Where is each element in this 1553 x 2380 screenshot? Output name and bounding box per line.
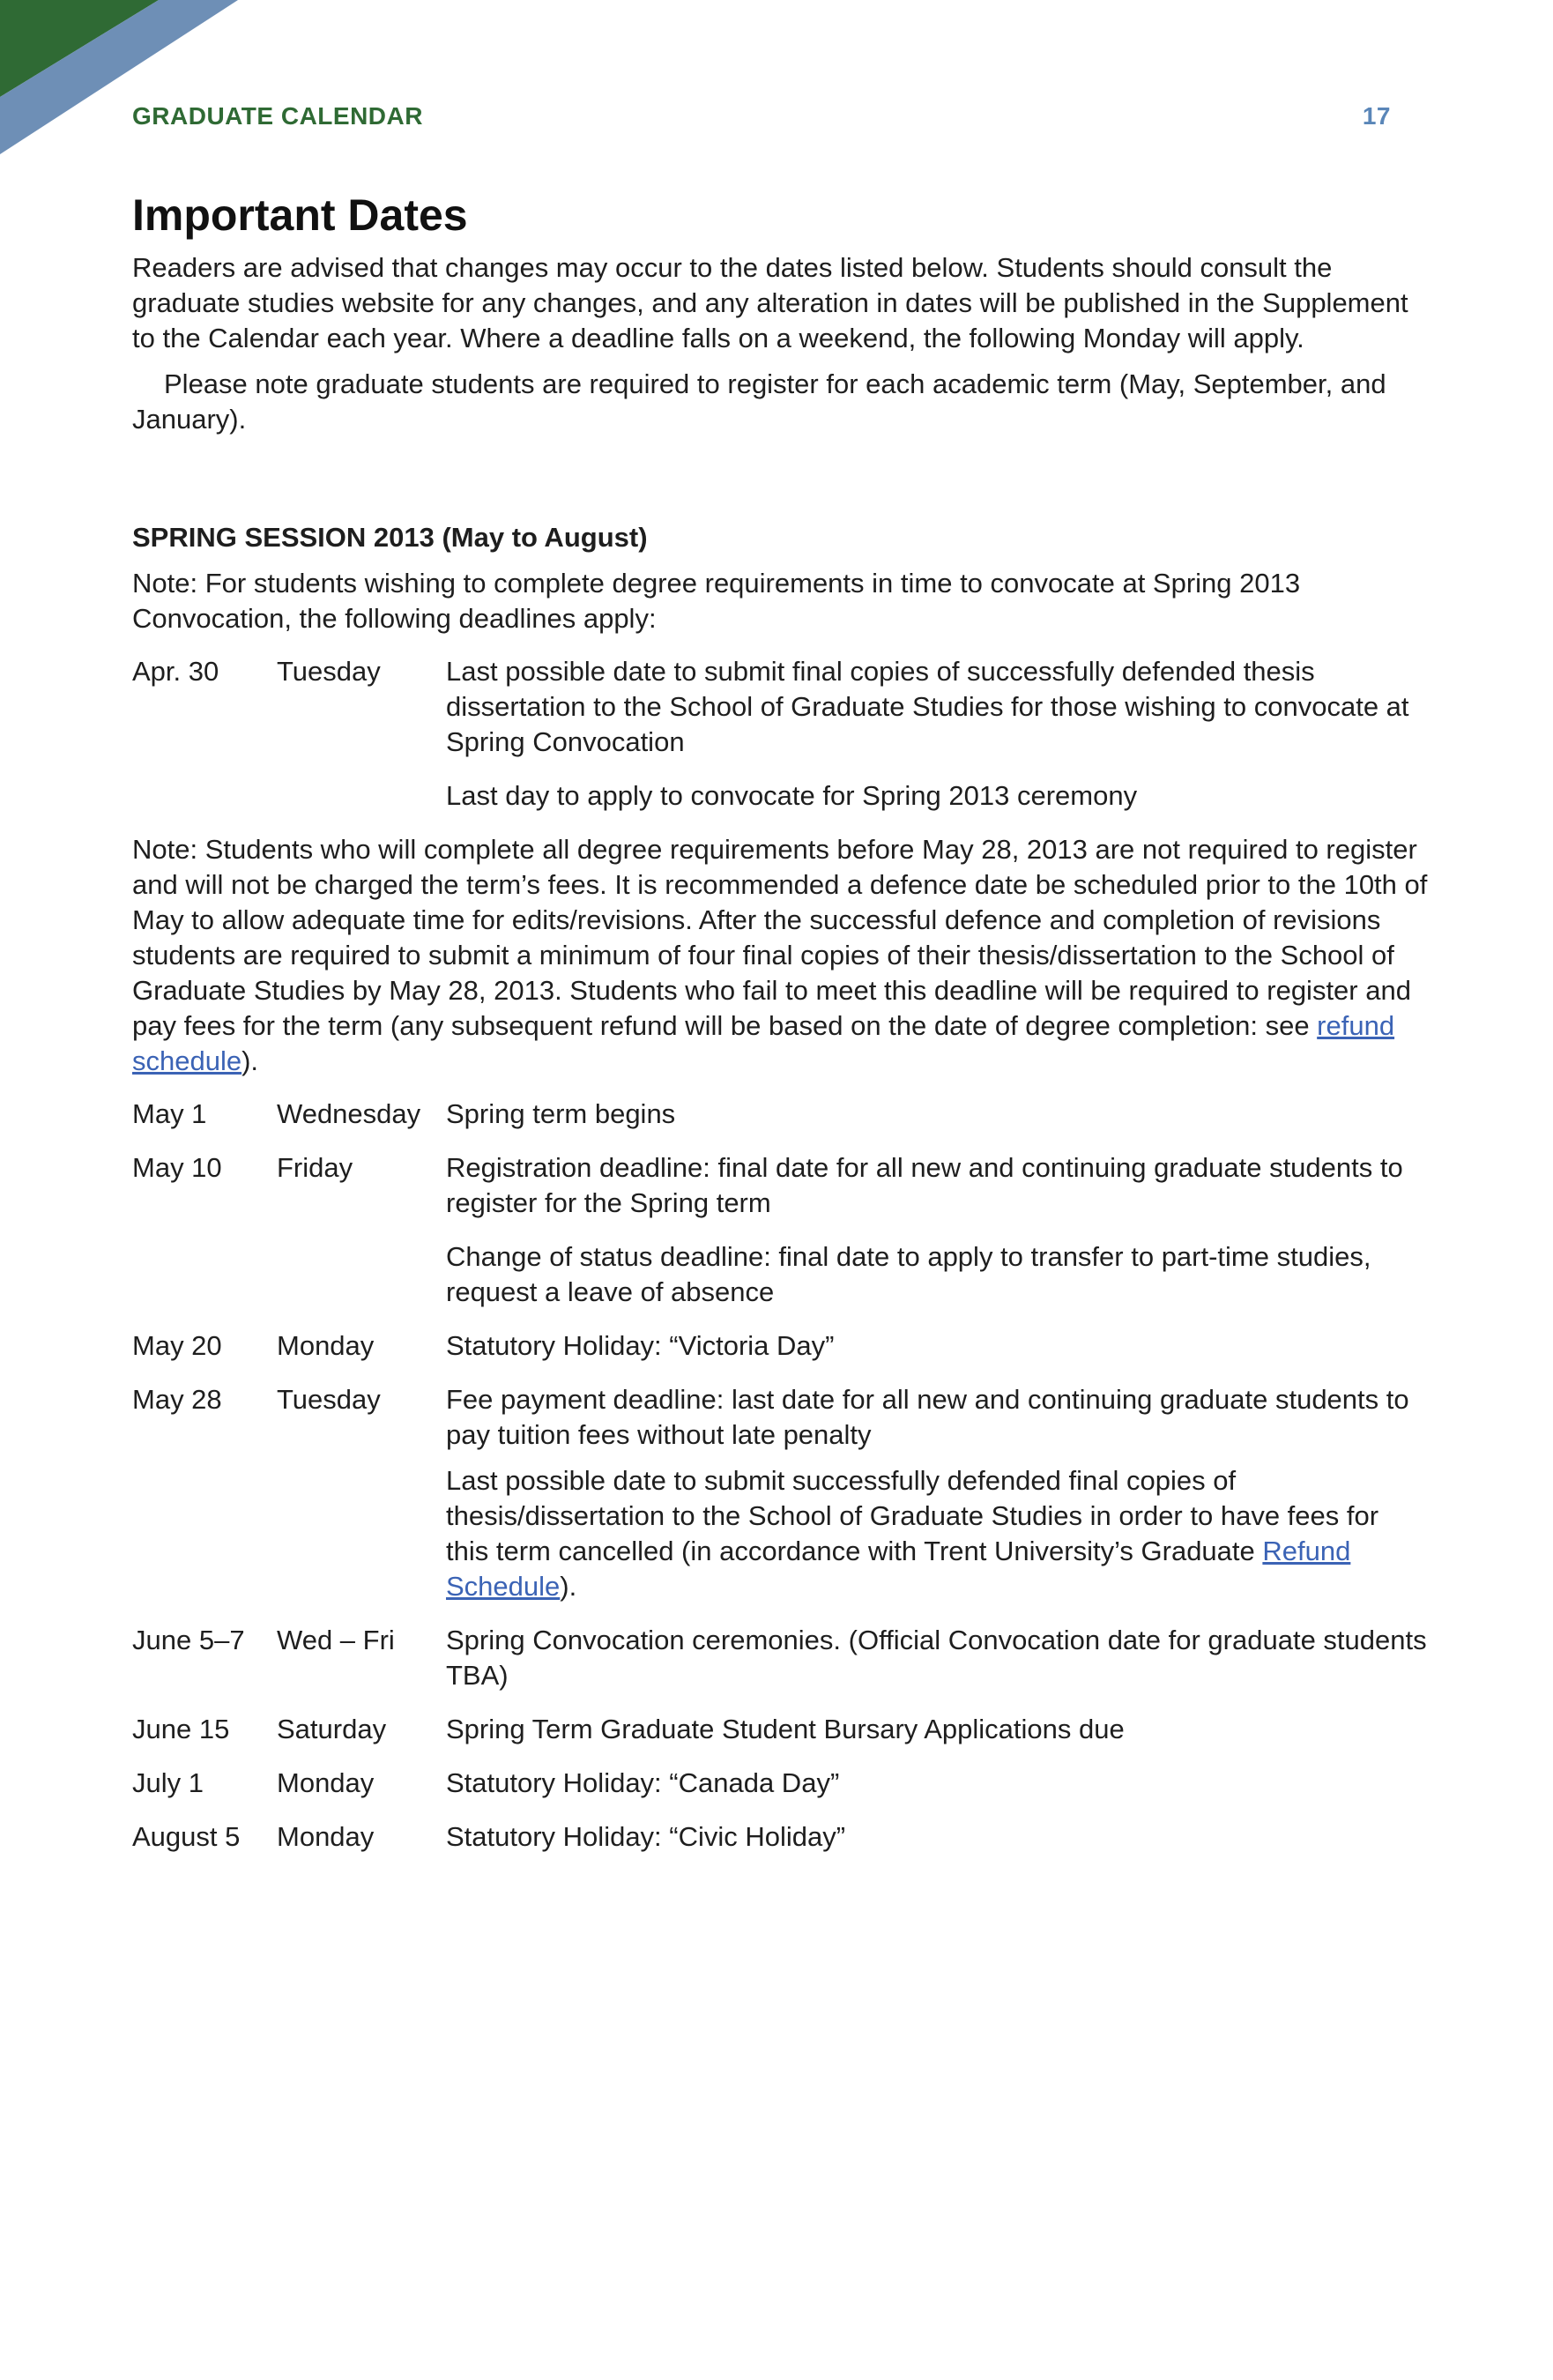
description-item: Fee payment deadline: last date for all new and continuing graduate students to pay tuition fees without late penalty: [446, 1384, 1409, 1450]
day-cell: Tuesday: [277, 656, 381, 687]
date-row: [132, 1097, 1428, 1150]
date-row: [132, 1382, 1428, 1623]
session-heading: SPRING SESSION 2013 (May to August): [132, 522, 648, 553]
description-item: Registration deadline: final date for all new and continuing graduate students to register for the Spring term: [446, 1152, 1403, 1218]
description-item: Spring Convocation ceremonies. (Official Convocation date for graduate students TBA): [446, 1625, 1427, 1691]
description-item: Spring term begins: [446, 1098, 676, 1129]
day-cell: Saturday: [277, 1714, 387, 1744]
date-cell: June 15: [132, 1714, 230, 1744]
description-cell: [446, 1097, 1428, 1150]
description-item: Statutory Holiday: “Civic Holiday”: [446, 1821, 846, 1852]
description-item: Last possible date to submit final copies of successfully defended thesis dissertation to the School of Graduate Studies for those wishing to convocate at Spring Convocation: [446, 656, 1409, 757]
day-cell: Wed – Fri: [277, 1625, 395, 1655]
description-item: Last day to apply to convocate for Spring 2013 ceremony: [446, 780, 1138, 811]
description-text: Last possible date to submit successfully defended final copies of thesis/dissertation to the School of Graduate Studies in order to have fees for this term cancelled (in accordance with Trent University’s Graduate: [446, 1465, 1379, 1566]
date-row: [132, 1623, 1428, 1712]
day-cell: Wednesday: [277, 1098, 421, 1129]
date-cell: May 1: [132, 1098, 207, 1129]
description-item: [446, 1463, 1428, 1604]
date-row: [132, 1328, 1428, 1382]
date-cell: August 5: [132, 1821, 241, 1852]
page-title: Important Dates: [132, 190, 468, 240]
main-content: [132, 187, 1428, 1873]
date-row: [132, 1766, 1428, 1819]
refund-schedule-link-2[interactable]: Refund Schedule: [446, 1536, 1351, 1602]
session-note-1: Note: For students wishing to complete degree requirements in time to convocate at Spring 2013 Convocation, the following deadlines apply:: [132, 568, 1301, 634]
description-cell: [446, 1819, 1428, 1873]
day-cell: Tuesday: [277, 1384, 381, 1415]
description-cell: [446, 1712, 1428, 1766]
note-text: Note: Students who will complete all degree requirements before May 28, 2013 are not required to register and will not be charged the term’s fees. It is recommended a defence date be scheduled prior to the 10th of May to allow adequate time for edits/revisions. After the successful defence and completion of revisions students are required to submit a minimum of four final copies of their thesis/dissertation to the School of Graduate Studies by May 28, 2013. Students who fail to meet this deadline will be required to register and pay fees for the term (any subsequent refund will be based on the date of degree completion: see: [132, 834, 1428, 1041]
intro-paragraph-2: Please note graduate students are required to register for each academic term (May, September, and January).: [132, 368, 1386, 435]
description-item: Change of status deadline: final date to apply to transfer to part-time studies, request a leave of absence: [446, 1241, 1371, 1307]
corner-decoration: [0, 0, 264, 167]
description-item: Spring Term Graduate Student Bursary Applications due: [446, 1714, 1125, 1744]
first-dates-table: [132, 654, 1428, 832]
description-cell: [446, 654, 1428, 832]
page-number: 17: [1362, 102, 1391, 130]
refund-schedule-link[interactable]: refund schedule: [132, 1010, 1395, 1076]
description-cell: [446, 1150, 1428, 1328]
day-cell: Monday: [277, 1821, 375, 1852]
dates-table: [132, 1097, 1428, 1873]
description-cell: [446, 1623, 1428, 1712]
description-item: Statutory Holiday: “Canada Day”: [446, 1767, 840, 1798]
date-row: [132, 1712, 1428, 1766]
date-cell: July 1: [132, 1767, 204, 1798]
date-row: [132, 654, 1428, 832]
date-row: [132, 1819, 1428, 1873]
day-cell: Friday: [277, 1152, 353, 1183]
running-header: [132, 99, 1391, 134]
intro-paragraph-1: Readers are advised that changes may occur to the dates listed below. Students should consult the graduate studies website for any changes, and any alteration in dates will be published in the Supplement to the Calendar each year. Where a deadline falls on a weekend, the following Monday will apply.: [132, 252, 1408, 353]
description-after: ).: [560, 1571, 577, 1602]
date-cell: May 10: [132, 1152, 222, 1183]
description-item: Statutory Holiday: “Victoria Day”: [446, 1330, 835, 1361]
description-cell: [446, 1328, 1428, 1382]
date-row: [132, 1150, 1428, 1328]
running-title: GRADUATE CALENDAR: [132, 102, 423, 130]
date-cell: May 20: [132, 1330, 222, 1361]
note-after: ).: [241, 1045, 259, 1076]
date-cell: June 5–7: [132, 1625, 245, 1655]
day-cell: Monday: [277, 1767, 375, 1798]
day-cell: Monday: [277, 1330, 375, 1361]
session-note-2: [132, 832, 1428, 1079]
date-cell: May 28: [132, 1384, 222, 1415]
description-cell: [446, 1766, 1428, 1819]
date-cell: Apr. 30: [132, 656, 219, 687]
description-cell: [446, 1382, 1428, 1623]
